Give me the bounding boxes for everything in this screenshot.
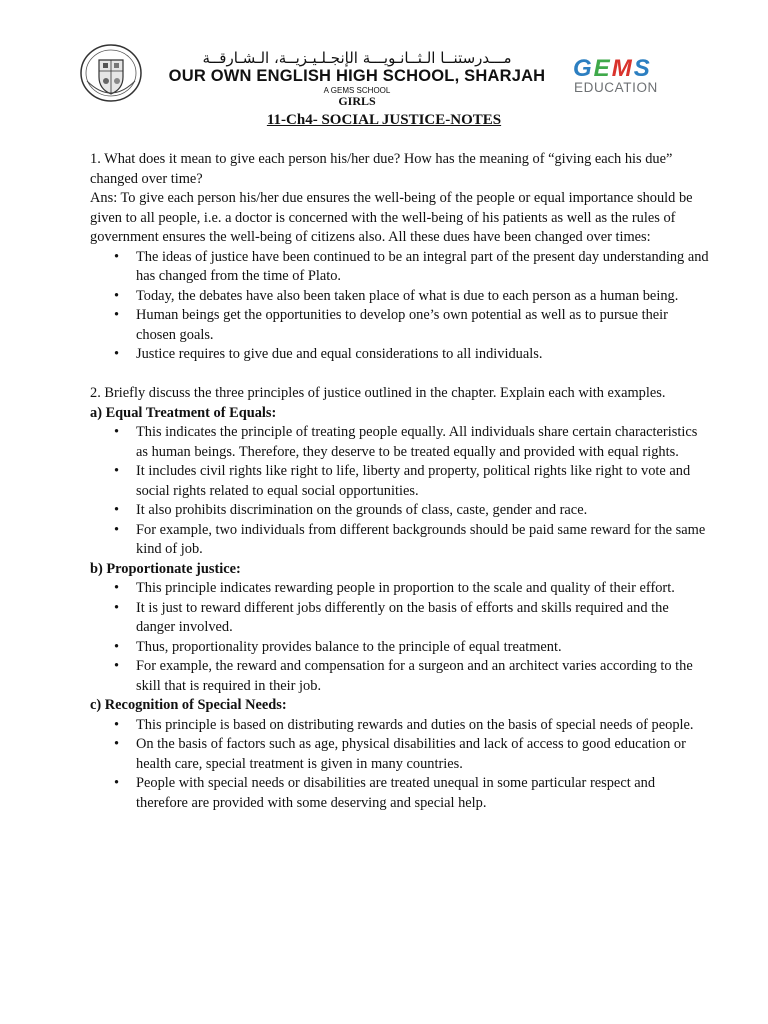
list-item: • It is just to reward different jobs differently on the basis of efforts and skills required and the danger involved. — [90, 599, 710, 638]
answer-text: Ans: To give each person his/her due ensures the well-being of the people or equal importance should be given to all people, i.e. a doctor is concerned with the well-being of his patients as well as the rules of government ensures the well-being of citizens also. All these dues have been changed over times: — [90, 190, 693, 245]
list-item: • It also prohibits discrimination on the grounds of class, caste, gender and race. — [90, 501, 710, 521]
question-text: 1. What does it mean to give each person his/her due? How has the meaning of “giving each his due” changed over time? — [90, 151, 673, 187]
list-item: • This principle is based on distributing rewards and duties on the basis of special needs of people. — [90, 716, 710, 736]
gems-logo-letter: G — [573, 55, 594, 82]
gems-logo-letter: E — [593, 55, 612, 82]
list-item: • For example, the reward and compensation for a surgeon and an architect varies according to the skill that is required in their job. — [90, 657, 710, 696]
school-section: GIRLS — [338, 94, 376, 108]
list-item: • Human beings get the opportunities to develop one’s own potential as well as to pursue their chosen goals. — [90, 306, 710, 345]
answer-bullet-list — [90, 248, 710, 365]
list-item: • Today, the debates have also been taken place of what is due to each person as a human being. — [90, 287, 710, 307]
section-heading: a) Equal Treatment of Equals: — [90, 404, 277, 421]
section-bullet-list — [90, 579, 710, 696]
gems-logo-wordmark — [573, 55, 678, 82]
school-crest-logo — [79, 43, 143, 103]
gems-logo-letter: S — [633, 55, 652, 82]
list-item: • The ideas of justice have been continued to be an integral part of the present day understanding and has changed from the time of Plato. — [90, 248, 710, 287]
list-item: • For example, two individuals from different backgrounds should be paid same reward for the same kind of job. — [90, 521, 710, 560]
school-name-arabic: مـــدرستنــا الـثــانـويـــة الإنجـلـيـزيــة، الـشـارقــة — [202, 49, 512, 67]
list-item: • People with special needs or disabilities are treated unequal in some particular respect and therefore are provided with some deserving and special help. — [90, 774, 710, 813]
list-item: • This principle indicates rewarding people in proportion to the scale and quality of their effort. — [90, 579, 710, 599]
school-name-block — [168, 50, 546, 108]
list-item: • It includes civil rights like right to life, liberty and property, political rights like right to vote and social rights related to equal social opportunities. — [90, 462, 710, 501]
school-tagline: A GEMS SCHOOL — [323, 86, 391, 95]
section-bullet-list — [90, 423, 710, 560]
page-title: 11-Ch4- SOCIAL JUSTICE-NOTES — [266, 112, 502, 128]
question-text: 2. Briefly discuss the three principles of justice outlined in the chapter. Explain each with examples. — [90, 385, 666, 401]
list-item: • This indicates the principle of treating people equally. All individuals share certain characteristics as human beings. Therefore, they deserve to be treated equally and provided with equal rights. — [90, 423, 710, 462]
notes-body — [90, 150, 710, 813]
section-bullet-list — [90, 716, 710, 814]
question-1 — [90, 150, 710, 365]
list-item: • Justice requires to give due and equal considerations to all individuals. — [90, 345, 710, 365]
section-heading: c) Recognition of Special Needs: — [90, 697, 287, 713]
section-heading: b) Proportionate justice: — [90, 560, 241, 577]
list-item: • On the basis of factors such as age, physical disabilities and lack of access to good education or health care, special treatment is given in many countries. — [90, 735, 710, 774]
gems-logo-subtext: EDUCATION — [574, 80, 658, 95]
gems-education-logo — [573, 55, 678, 96]
gems-logo-letter: M — [611, 55, 634, 82]
list-item: • Thus, proportionality provides balance to the principle of equal treatment. — [90, 638, 710, 658]
school-name: OUR OWN ENGLISH HIGH SCHOOL, SHARJAH — [168, 67, 546, 85]
question-2 — [90, 384, 710, 813]
